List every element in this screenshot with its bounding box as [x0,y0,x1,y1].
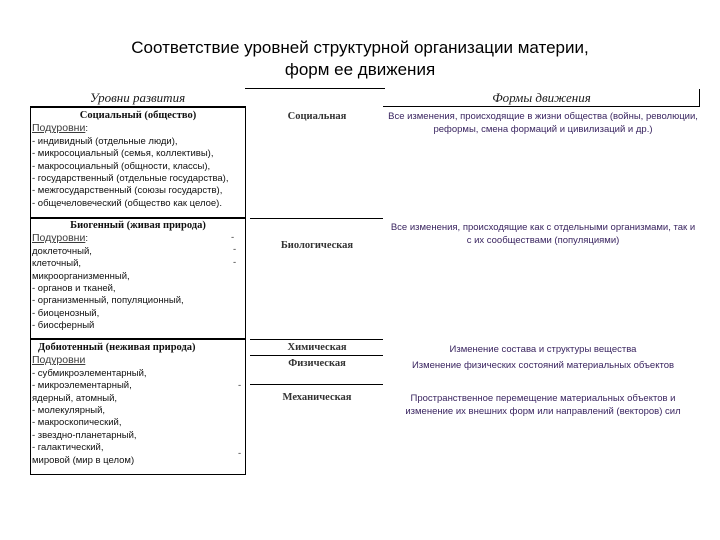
list-item: - индивидный (отдельные люди), [32,135,178,147]
social-sublevels-label: Подуровни [32,122,86,135]
list-item: - микроэлементарный, [32,380,132,392]
motion-chemical: Изменение состава и структуры вещества [449,344,637,355]
list-item: - общечеловеческий (общество как целое). [32,197,222,209]
list-item: - микросоциальный (семья, коллективы), [32,148,214,160]
header-rule-right [383,106,700,107]
social-title: Социальный (общество) [79,110,197,121]
list-item: - макросоциальный (общности, классы), [32,160,211,172]
form-biological: Биологическая [280,240,354,251]
middle-divider [250,384,383,385]
motion-social: Все изменения, происходящие в жизни общества (войны, революции, реформы, смена формаций и цивилизаций и др.) [388,111,698,135]
header-forms: Формы движения [492,90,591,105]
list-item: - молекулярный, [32,405,106,417]
middle-divider [250,218,383,219]
form-mechanical: Механическая [282,392,352,403]
list-item: ядерный, атомный, [32,392,118,404]
dash-mark: - [238,380,242,391]
abiogenic-sublevels-label: Подуровни [32,354,86,367]
form-chemical: Химическая [287,342,347,353]
motion-biological: Все изменения, происходящие как с отдельными организмами, так и с их сообществами (популяциями) [390,222,696,246]
list-item: - органов и тканей, [32,283,116,295]
list-item: доклеточный, [32,245,92,257]
list-item: - макроскопический, [32,417,122,429]
list-item: - субмикроэлементарный, [32,367,147,379]
list-item: - государственный (отдельные государства), [32,173,229,185]
motion-physical: Изменение физических состояний материальных объектов [411,360,675,371]
header-levels: Уровни развития [89,90,186,105]
biogenic-sublevels-label: Подуровни [32,232,86,245]
list-item: мировой (мир в целом) [32,454,135,466]
social-level: Социальный (общество) Подуровни: - индивидный (отдельные люди), - микросоциальный (семья, коллективы), - макросоциальный (общности, классы), - государственный (отдельные государства), - межгосударственный (союзы государств), - общечеловеческий (общество как целое). [32,110,244,210]
list-item: - биосферный [32,320,95,332]
slide-title-line-1: Соответствие уровней структурной организации материи, [131,38,589,57]
list-item: - межгосударственный (союзы государств), [32,185,223,197]
list-item: - биоценозный, [32,307,100,319]
dash-mark: - [238,448,242,459]
list-item: - звездно-планетарный, [32,429,137,441]
abiogenic-title: Добиотенный (неживая природа) [38,342,196,353]
form-physical: Физическая [288,358,346,369]
dash-mark: - [231,232,235,243]
list-item: микроорганизменный, [32,270,130,282]
slide-title-line-2: форм ее движения [284,60,436,79]
biogenic-title: Биогенный (живая природа) [70,220,206,231]
list-item: - организменный, популяционный, [32,295,184,307]
biogenic-level: Биогенный (живая природа) Подуровни: доклеточный, клеточный, микроорганизменный, - органов и тканей, - организменный, популяционный, - биоценозный, - биосферный [32,220,244,333]
middle-divider [250,339,383,340]
header-rule-right-edge [699,89,700,107]
motion-mechanical: Пространственное перемещение материальных объектов и изменение их внешних форм или направлений (векторов) сил [405,393,681,417]
dash-mark: - [233,244,237,255]
list-item: - галактический, [32,442,104,454]
list-item: клеточный, [32,258,82,270]
form-social: Социальная [287,111,347,122]
header-rule-middle [245,88,385,89]
abiogenic-level [32,342,244,467]
dash-mark: - [233,257,237,268]
middle-divider [250,355,383,356]
